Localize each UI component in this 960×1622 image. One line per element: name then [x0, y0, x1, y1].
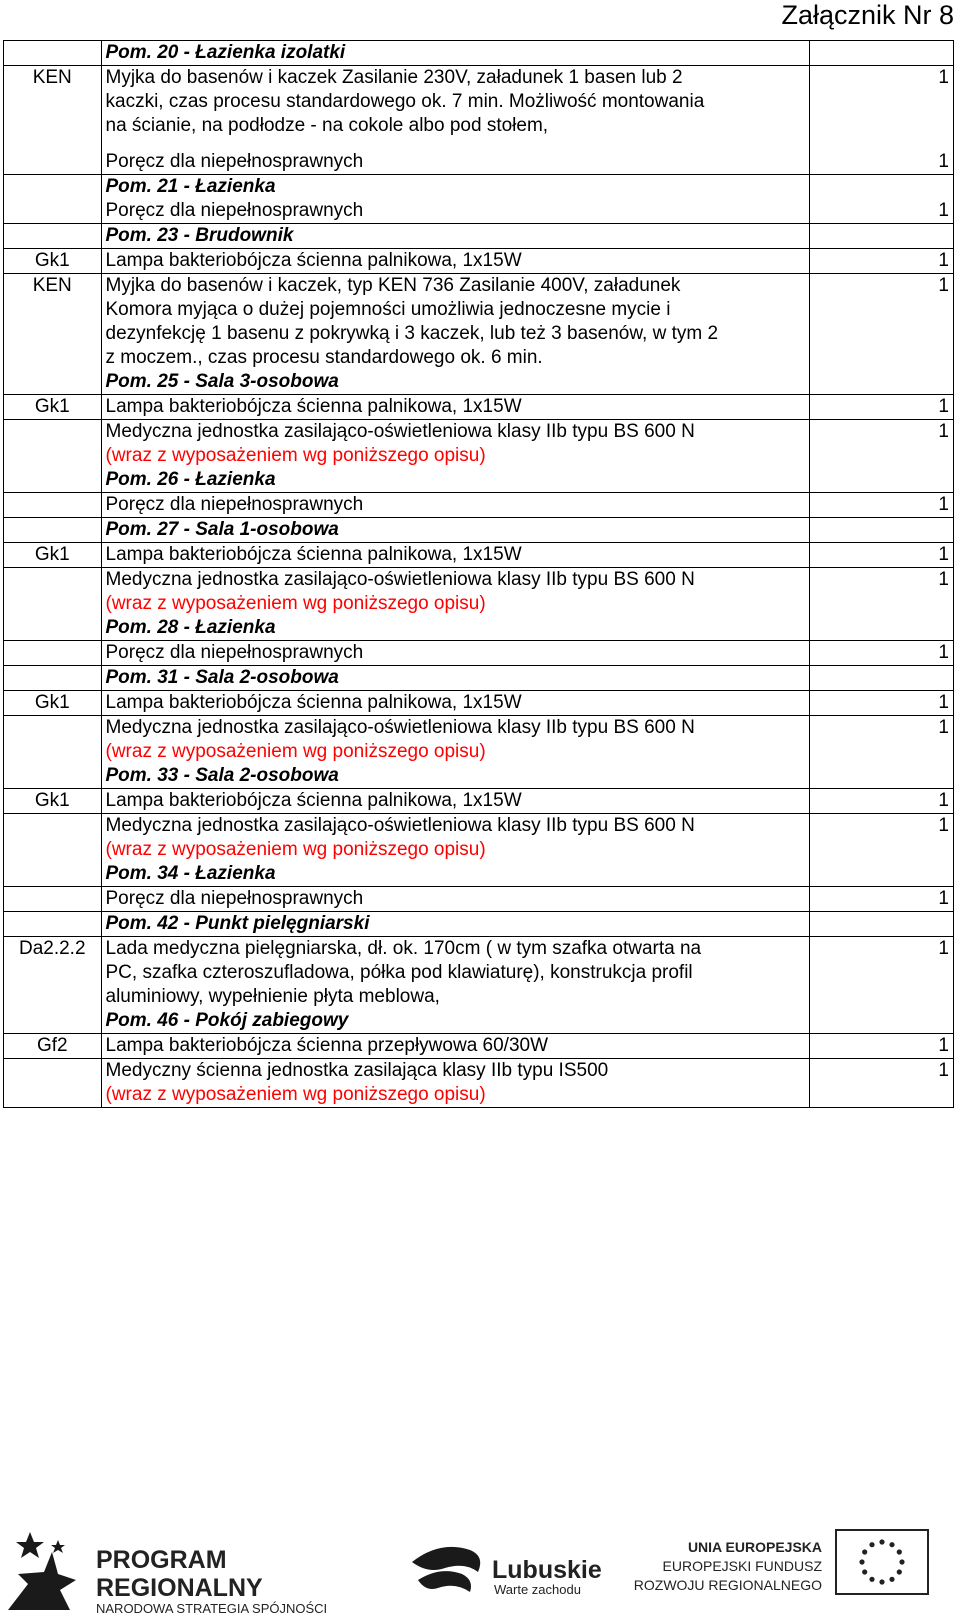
equipment-note: (wraz z wyposażeniem wg poniższego opisu)	[105, 593, 486, 614]
quantity-value	[814, 175, 949, 199]
eu-star-icon	[859, 1559, 864, 1564]
description-line: Poręcz dla niepełnosprawnych	[105, 494, 364, 515]
room-heading: Pom. 27 - Sala 1-osobowa	[105, 519, 339, 540]
table-row	[4, 887, 954, 912]
item-code: Gk1	[4, 543, 102, 568]
item-quantity	[810, 395, 954, 420]
description-line: Lampa bakteriobójcza ścienna palnikowa, 1x15W	[105, 692, 522, 713]
item-code	[4, 568, 102, 641]
description-line: Myjka do basenów i kaczek Zasilanie 230V, załadunek 1 basen lub 2	[105, 67, 683, 88]
quantity-value: 1	[938, 494, 949, 515]
item-code	[4, 518, 102, 543]
table-row	[4, 395, 954, 420]
table-row	[4, 41, 954, 66]
item-quantity	[810, 937, 954, 1034]
quantity-value	[814, 666, 949, 690]
program-line1: PROGRAM	[96, 1546, 227, 1574]
description-line: na ścianie, na podłodze - na cokole albo pod stołem,	[105, 115, 549, 136]
item-description	[101, 937, 810, 1034]
table-row	[4, 543, 954, 568]
table-row	[4, 937, 954, 1034]
table-row	[4, 568, 954, 641]
item-description	[101, 1059, 810, 1108]
table-row	[4, 66, 954, 175]
item-description	[101, 224, 810, 249]
quantity-value: 1	[938, 815, 949, 836]
item-code	[4, 41, 102, 66]
item-quantity	[810, 41, 954, 66]
program-line2: REGIONALNY	[96, 1574, 263, 1602]
eu-star-icon	[897, 1569, 902, 1574]
quantity-value: 1	[938, 888, 949, 909]
item-code: KEN	[4, 66, 102, 175]
program-line3: NARODOWA STRATEGIA SPÓJNOŚCI	[96, 1601, 328, 1616]
quantity-value: 1	[938, 692, 949, 713]
item-description	[101, 66, 810, 175]
table-row	[4, 789, 954, 814]
table-row	[4, 493, 954, 518]
item-description	[101, 249, 810, 274]
item-quantity	[810, 691, 954, 716]
item-code	[4, 912, 102, 937]
eu-flag-icon	[836, 1530, 928, 1594]
description-line: Medyczna jednostka zasilająco-oświetleniowa klasy IIb typu BS 600 N	[105, 569, 695, 590]
item-code: Gk1	[4, 249, 102, 274]
quantity-value: 1	[938, 938, 949, 959]
eu-star-icon	[897, 1549, 902, 1554]
item-description	[101, 691, 810, 716]
room-heading: Pom. 34 - Łazienka	[105, 863, 276, 884]
item-code: KEN	[4, 274, 102, 395]
equipment-note: (wraz z wyposażeniem wg poniższego opisu)	[105, 839, 486, 860]
eu-line3: ROZWOJU REGIONALNEGO	[633, 1577, 822, 1593]
item-code	[4, 814, 102, 887]
room-heading: Pom. 33 - Sala 2-osobowa	[105, 765, 339, 786]
footer-logos-graphic	[0, 1522, 960, 1617]
item-code	[4, 666, 102, 691]
room-heading: Pom. 25 - Sala 3-osobowa	[105, 371, 339, 392]
attachment-title: Załącznik Nr 8	[781, 0, 954, 30]
item-quantity	[810, 1034, 954, 1059]
table-row	[4, 518, 954, 543]
description-line: Poręcz dla niepełnosprawnych	[105, 888, 364, 909]
quantity-value: 1	[938, 396, 949, 417]
quantity-value	[814, 912, 949, 936]
quantity-value: 1	[938, 544, 949, 565]
description-line: kaczki, czas procesu standardowego ok. 7 min. Możliwość montowania	[105, 91, 705, 112]
quantity-value: 1	[938, 1060, 949, 1081]
item-quantity	[810, 814, 954, 887]
lubuskie-logo	[412, 1547, 602, 1597]
program-regionalny-logo	[8, 1532, 327, 1616]
equipment-note: (wraz z wyposażeniem wg poniższego opisu)	[105, 445, 486, 466]
item-quantity	[810, 716, 954, 789]
item-code: Gk1	[4, 789, 102, 814]
quantity-value: 1	[938, 642, 949, 663]
item-description	[101, 493, 810, 518]
eu-star-icon	[869, 1577, 874, 1582]
item-code	[4, 641, 102, 666]
item-code	[4, 175, 102, 224]
description-line: Lampa bakteriobójcza ścienna palnikowa, 1x15W	[105, 790, 522, 811]
lubuskie-tagline: Warte zachodu	[494, 1582, 581, 1597]
quantity-value: 1	[938, 250, 949, 271]
item-quantity	[810, 493, 954, 518]
item-description	[101, 1034, 810, 1059]
item-description	[101, 814, 810, 887]
item-code	[4, 1059, 102, 1108]
table-row	[4, 249, 954, 274]
item-code: Gf2	[4, 1034, 102, 1059]
room-heading: Pom. 42 - Punkt pielęgniarski	[105, 913, 370, 934]
quantity-value: 1	[938, 275, 949, 296]
equipment-table	[3, 40, 954, 1108]
quantity-value	[814, 518, 949, 542]
quantity-value: 1	[938, 790, 949, 811]
item-description	[101, 641, 810, 666]
footer-logos	[0, 1522, 960, 1617]
quantity-value	[814, 41, 949, 65]
item-code	[4, 493, 102, 518]
quantity-value: 1	[938, 717, 949, 738]
quantity-value: 1	[938, 67, 949, 88]
table-row	[4, 1034, 954, 1059]
item-quantity	[810, 249, 954, 274]
table-row	[4, 420, 954, 493]
quantity-value: 1	[938, 421, 949, 442]
description-line: Poręcz dla niepełnosprawnych	[105, 151, 364, 172]
item-quantity	[810, 887, 954, 912]
eu-text	[634, 1539, 823, 1593]
description-line: Lada medyczna pielęgniarska, dł. ok. 170cm ( w tym szafka otwarta na	[105, 938, 702, 959]
quantity-value: 1	[938, 200, 949, 221]
quantity-value: 1	[938, 151, 949, 172]
item-description	[101, 518, 810, 543]
item-quantity	[810, 420, 954, 493]
description-line: Medyczna jednostka zasilająco-oświetleniowa klasy IIb typu BS 600 N	[105, 815, 695, 836]
table-row	[4, 1059, 954, 1108]
item-quantity	[810, 274, 954, 395]
item-quantity	[810, 789, 954, 814]
description-line: Medyczna jednostka zasilająco-oświetleniowa klasy IIb typu BS 600 N	[105, 717, 695, 738]
description-line: Poręcz dla niepełnosprawnych	[105, 200, 364, 221]
description-line: Lampa bakteriobójcza ścienna palnikowa, 1x15W	[105, 544, 522, 565]
item-code	[4, 887, 102, 912]
table-row	[4, 814, 954, 887]
item-description	[101, 568, 810, 641]
table-row	[4, 691, 954, 716]
description-line: Medyczna jednostka zasilająco-oświetleniowa klasy IIb typu BS 600 N	[105, 421, 695, 442]
item-quantity	[810, 666, 954, 691]
item-quantity	[810, 224, 954, 249]
eu-star-icon	[879, 1539, 884, 1544]
item-quantity	[810, 641, 954, 666]
lubuskie-name: Lubuskie	[492, 1556, 602, 1584]
quantity-value: 1	[938, 1035, 949, 1056]
quantity-value	[814, 224, 949, 248]
eu-star-icon	[889, 1577, 894, 1582]
item-description	[101, 175, 810, 224]
item-code: Gk1	[4, 395, 102, 420]
description-line: aluminiowy, wypełnienie płyta meblowa,	[105, 986, 440, 1007]
room-heading: Pom. 31 - Sala 2-osobowa	[105, 667, 339, 688]
item-quantity	[810, 518, 954, 543]
description-line: Lampa bakteriobójcza ścienna palnikowa, 1x15W	[105, 396, 522, 417]
item-description	[101, 543, 810, 568]
quantity-value: 1	[938, 569, 949, 590]
eu-line1: UNIA EUROPEJSKA	[687, 1539, 822, 1555]
item-description	[101, 912, 810, 937]
item-quantity	[810, 1059, 954, 1108]
item-quantity	[810, 912, 954, 937]
item-code	[4, 224, 102, 249]
eu-star-icon	[862, 1549, 867, 1554]
equipment-note: (wraz z wyposażeniem wg poniższego opisu)	[105, 741, 486, 762]
eu-line2: EUROPEJSKI FUNDUSZ	[662, 1558, 822, 1574]
item-description	[101, 789, 810, 814]
table-row	[4, 175, 954, 224]
item-code	[4, 420, 102, 493]
item-quantity	[810, 568, 954, 641]
table-row	[4, 641, 954, 666]
item-description	[101, 274, 810, 395]
item-description	[101, 41, 810, 66]
eu-star-icon	[869, 1542, 874, 1547]
room-heading: Pom. 21 - Łazienka	[105, 176, 276, 197]
description-line: dezynfekcję 1 basenu z pokrywką i 3 kaczek, lub też 3 basenów, w tym 2	[105, 323, 719, 344]
item-description	[101, 666, 810, 691]
description-line: Lampa bakteriobójcza ścienna przepływowa 60/30W	[105, 1035, 549, 1056]
item-description	[101, 716, 810, 789]
item-description	[101, 420, 810, 493]
description-line: Poręcz dla niepełnosprawnych	[105, 642, 364, 663]
room-heading: Pom. 28 - Łazienka	[105, 617, 276, 638]
room-heading: Pom. 20 - Łazienka izolatki	[105, 42, 346, 63]
item-quantity	[810, 175, 954, 224]
table-row	[4, 666, 954, 691]
table-row	[4, 274, 954, 395]
item-code	[4, 716, 102, 789]
item-description	[101, 395, 810, 420]
item-description	[101, 887, 810, 912]
room-heading: Pom. 23 - Brudownik	[105, 225, 294, 246]
description-line: Lampa bakteriobójcza ścienna palnikowa, 1x15W	[105, 250, 522, 271]
item-quantity	[810, 66, 954, 175]
room-heading: Pom. 26 - Łazienka	[105, 469, 276, 490]
item-code: Da2.2.2	[4, 937, 102, 1034]
eu-star-icon	[899, 1559, 904, 1564]
item-quantity	[810, 543, 954, 568]
table-row	[4, 716, 954, 789]
description-line: Myjka do basenów i kaczek, typ KEN 736 Zasilanie 400V, załadunek	[105, 275, 681, 296]
room-heading: Pom. 46 - Pokój zabiegowy	[105, 1010, 349, 1031]
table-row	[4, 912, 954, 937]
table-row	[4, 224, 954, 249]
description-line: z moczem., czas procesu standardowego ok. 6 min.	[105, 347, 543, 368]
description-line: PC, szafka czteroszufladowa, półka pod klawiaturę), konstrukcja profil	[105, 962, 693, 983]
item-code: Gk1	[4, 691, 102, 716]
eu-star-icon	[889, 1542, 894, 1547]
eu-star-icon	[862, 1569, 867, 1574]
description-line: Medyczny ścienna jednostka zasilająca klasy IIb typu IS500	[105, 1060, 609, 1081]
equipment-note: (wraz z wyposażeniem wg poniższego opisu)	[105, 1084, 486, 1105]
eu-star-icon	[879, 1579, 884, 1584]
description-line: Komora myjąca o dużej pojemności umożliwia jednoczesne mycie i	[105, 299, 671, 320]
